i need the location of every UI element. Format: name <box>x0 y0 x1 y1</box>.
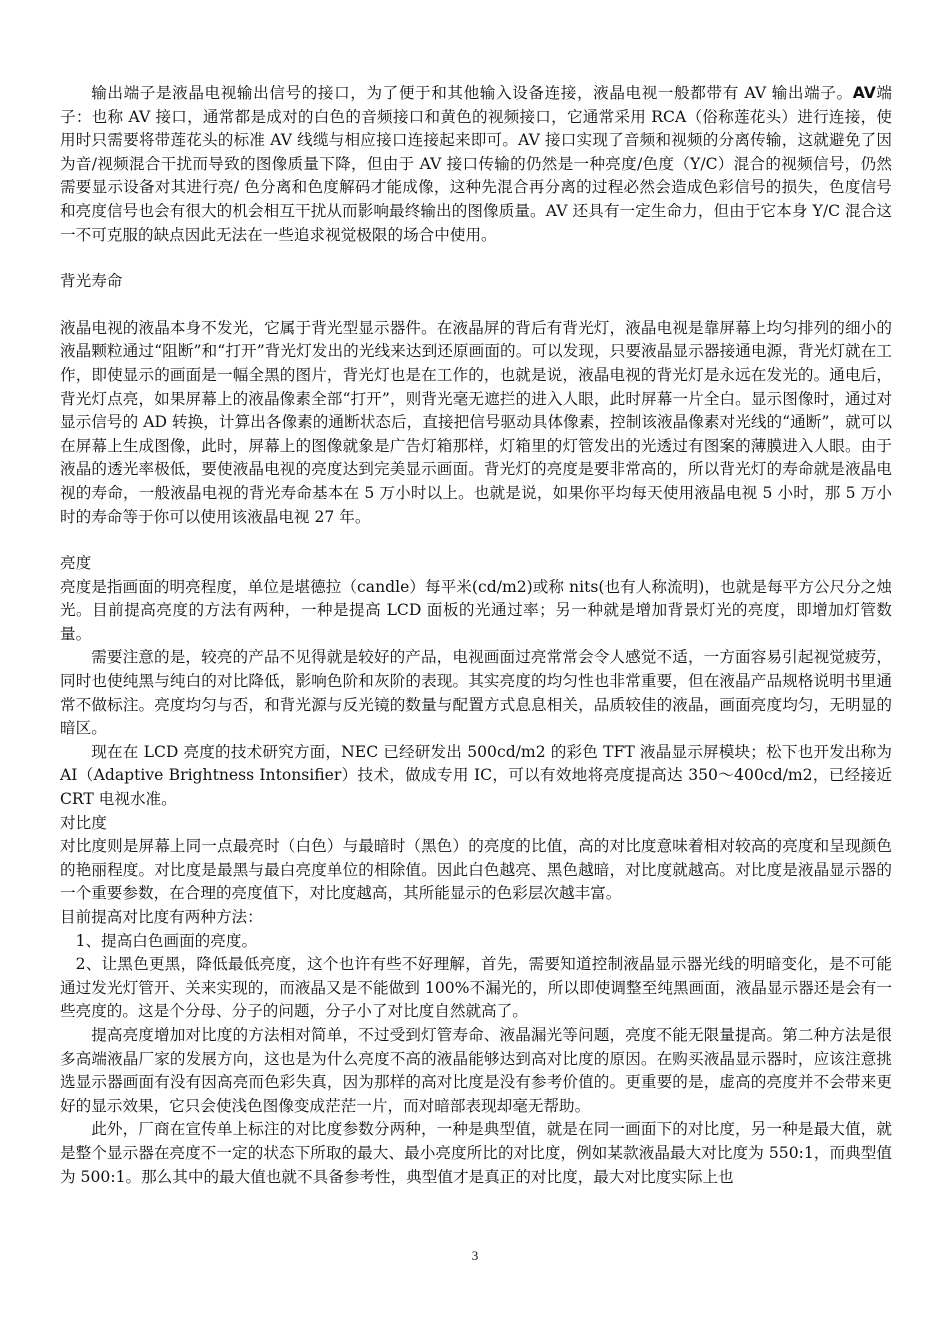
contrast-list-item-1: 1、提高白色画面的亮度。 <box>75 931 258 950</box>
brightness-paragraph-1: 亮度是指画面的明亮程度，单位是堪德拉（candle）每平米(cd/m2)或称 nits(也有人称流明)，也就是每平方公尺分之烛光。目前提高亮度的方法有两种，一种是提高 LCD 面板的光通过率；另一种就是增加背景灯光的亮度，即增加灯管数量。 <box>60 577 892 643</box>
av-paragraph-text-b: 端子：也称 AV 接口，通常都是成对的白色的音频接口和黄色的视频接口，它通常采用 RCA（俗称莲花头）进行连接，使用时只需要将带莲花头的标准 AV 线缆与相应接口连接起来即可。AV 接口实现了音频和视频的分离传输，这就避免了因为音/视频混合干扰而导致的图像质量下降，但由于 AV 接口传输的仍然是一种亮度/色度（Y/C）混合的视频信号，仍然需要显示设备对其进行亮/ 色分离和色度解码才能成像，这种先混合再分离的过程必然会造成色彩信号的损失，色度信号和亮度信号也会有很大的机会相互干扰从而影响最终输出的图像质量。AV 还具有一定生命力，但由于它本身 Y/C 混合这一不可克服的缺点因此无法在一些追求视觉极限的场合中使用。 <box>60 84 892 244</box>
brightness-paragraph-3: 现在在 LCD 亮度的技术研究方面，NEC 已经研发出 500cd/m2 的彩色 TFT 液晶显示屏模块；松下也开发出称为 AI（Adaptive Brightness Intonsifier）技术，做成专用 IC，可以有效地将亮度提高达 350～400cd/m2，已经接近 CRT 电视水准。 <box>60 742 892 809</box>
brightness-paragraph-2: 需要注意的是，较亮的产品不见得就是较好的产品，电视画面过亮常常会令人感觉不适，一方面容易引起视觉疲劳，同时也使纯黑与纯白的对比降低，影响色阶和灰阶的表现。其实亮度的均匀性也非常重要，但在液晶产品规格说明书里通常不做标注。亮度均匀与否，和背光源与反光镜的数量与配置方式息息相关，品质较佳的液晶，画面亮度均匀，无明显的暗区。 <box>60 648 892 738</box>
contrast-paragraph-2: 目前提高对比度有两种方法： <box>60 908 263 926</box>
contrast-list-item-2: 2、让黑色更黑，降低最低亮度，这个也许有些不好理解，首先，需要知道控制液晶显示器光线的明暗变化，是不可能通过发光灯管开、关来实现的，而液晶又是不能做到 100%不漏光的，所以即使调整至纯黑画面，液晶显示器还是会有一些亮度的。这是个分母、分子的问题，分子小了对比度自然就高了。 <box>60 955 892 1021</box>
contrast-heading: 对比度 <box>60 813 107 832</box>
av-bold-term: AV <box>852 84 876 102</box>
av-paragraph-text-a: 输出端子是液晶电视输出信号的接口，为了便于和其他输入设备连接，液晶电视一般都带有 AV 输出端子。 <box>91 84 853 102</box>
contrast-paragraph-3: 提高亮度增加对比度的方法相对简单，不过受到灯管寿命、液晶漏光等问题，亮度不能无限量提高。第二种方法是很多高端液晶厂家的发展方向，这也是为什么亮度不高的液晶能够达到高对比度的原因。在购买液晶显示器时，应该注意挑选显示器画面有没有因高亮而色彩失真，因为那样的高对比度是没有参考价值的。更重要的是，虚高的亮度并不会带来更好的显示效果，它只会使浅色图像变成茫茫一片，而对暗部表现却毫无帮助。 <box>60 1025 892 1115</box>
contrast-paragraph-4: 此外，厂商在宣传单上标注的对比度参数分两种，一种是典型值，就是在同一画面下的对比度，另一种是最大值，就是整个显示器在亮度不一定的状态下所取的最大、最小亮度所比的对比度，例如某款液晶最大对比度为 550:1，而典型值为 500:1。那么其中的最大值也就不具备参考性，典型值才是真正的对比度，最大对比度实际上也 <box>60 1120 892 1186</box>
backlight-heading: 背光寿命 <box>60 272 123 291</box>
brightness-heading: 亮度 <box>60 554 92 573</box>
backlight-paragraph: 液晶电视的液晶本身不发光，它属于背光型显示器件。在液晶屏的背后有背光灯，液晶电视是靠屏幕上均匀排列的细小的液晶颗粒通过“阻断”和“打开”背光灯发出的光线来达到还原画面的。可以发现，只要液晶显示器接通电源，背光灯就在工作，即使显示的画面是一幅全黑的图片，背光灯也是在工作的，也就是说，液晶电视的背光灯是永远在发光的。通电后，背光灯点亮，如果屏幕上的液晶像素全部“打开”，则背光毫无遮拦的进入人眼，此时屏幕一片全白。显示图像时，通过对显示信号的 AD 转换，计算出各像素的通断状态后，直接把信号驱动具体像素，控制该液晶像素对光线的“通断”，就可以在屏幕上生成图像，此时，屏幕上的图像就象是广告灯箱那样，灯箱里的灯管发出的光透过有图案的薄膜进入人眼。由于液晶的透光率极低，要使液晶电视的亮度达到完美显示画面。背光灯的亮度是要非常高的，所以背光灯的寿命就是液晶电视的寿命，一般液晶电视的背光寿命基本在 5 万小时以上。也就是说，如果你平均每天使用液晶电视 5 小时，那 5 万小时的寿命等于你可以使用该液晶电视 27 年。 <box>60 318 892 526</box>
av-paragraph <box>60 82 892 247</box>
contrast-paragraph-1: 对比度则是屏幕上同一点最亮时（白色）与最暗时（黑色）的亮度的比值，高的对比度意味着相对较高的亮度和呈现颜色的艳丽程度。对比度是最黑与最白亮度单位的相除值。因此白色越亮、黑色越暗，对比度就越高。对比度是液晶显示器的一个重要参数，在合理的亮度值下，对比度越高，其所能显示的色彩层次越丰富。 <box>60 837 892 903</box>
page-number: 3 <box>471 1248 479 1263</box>
